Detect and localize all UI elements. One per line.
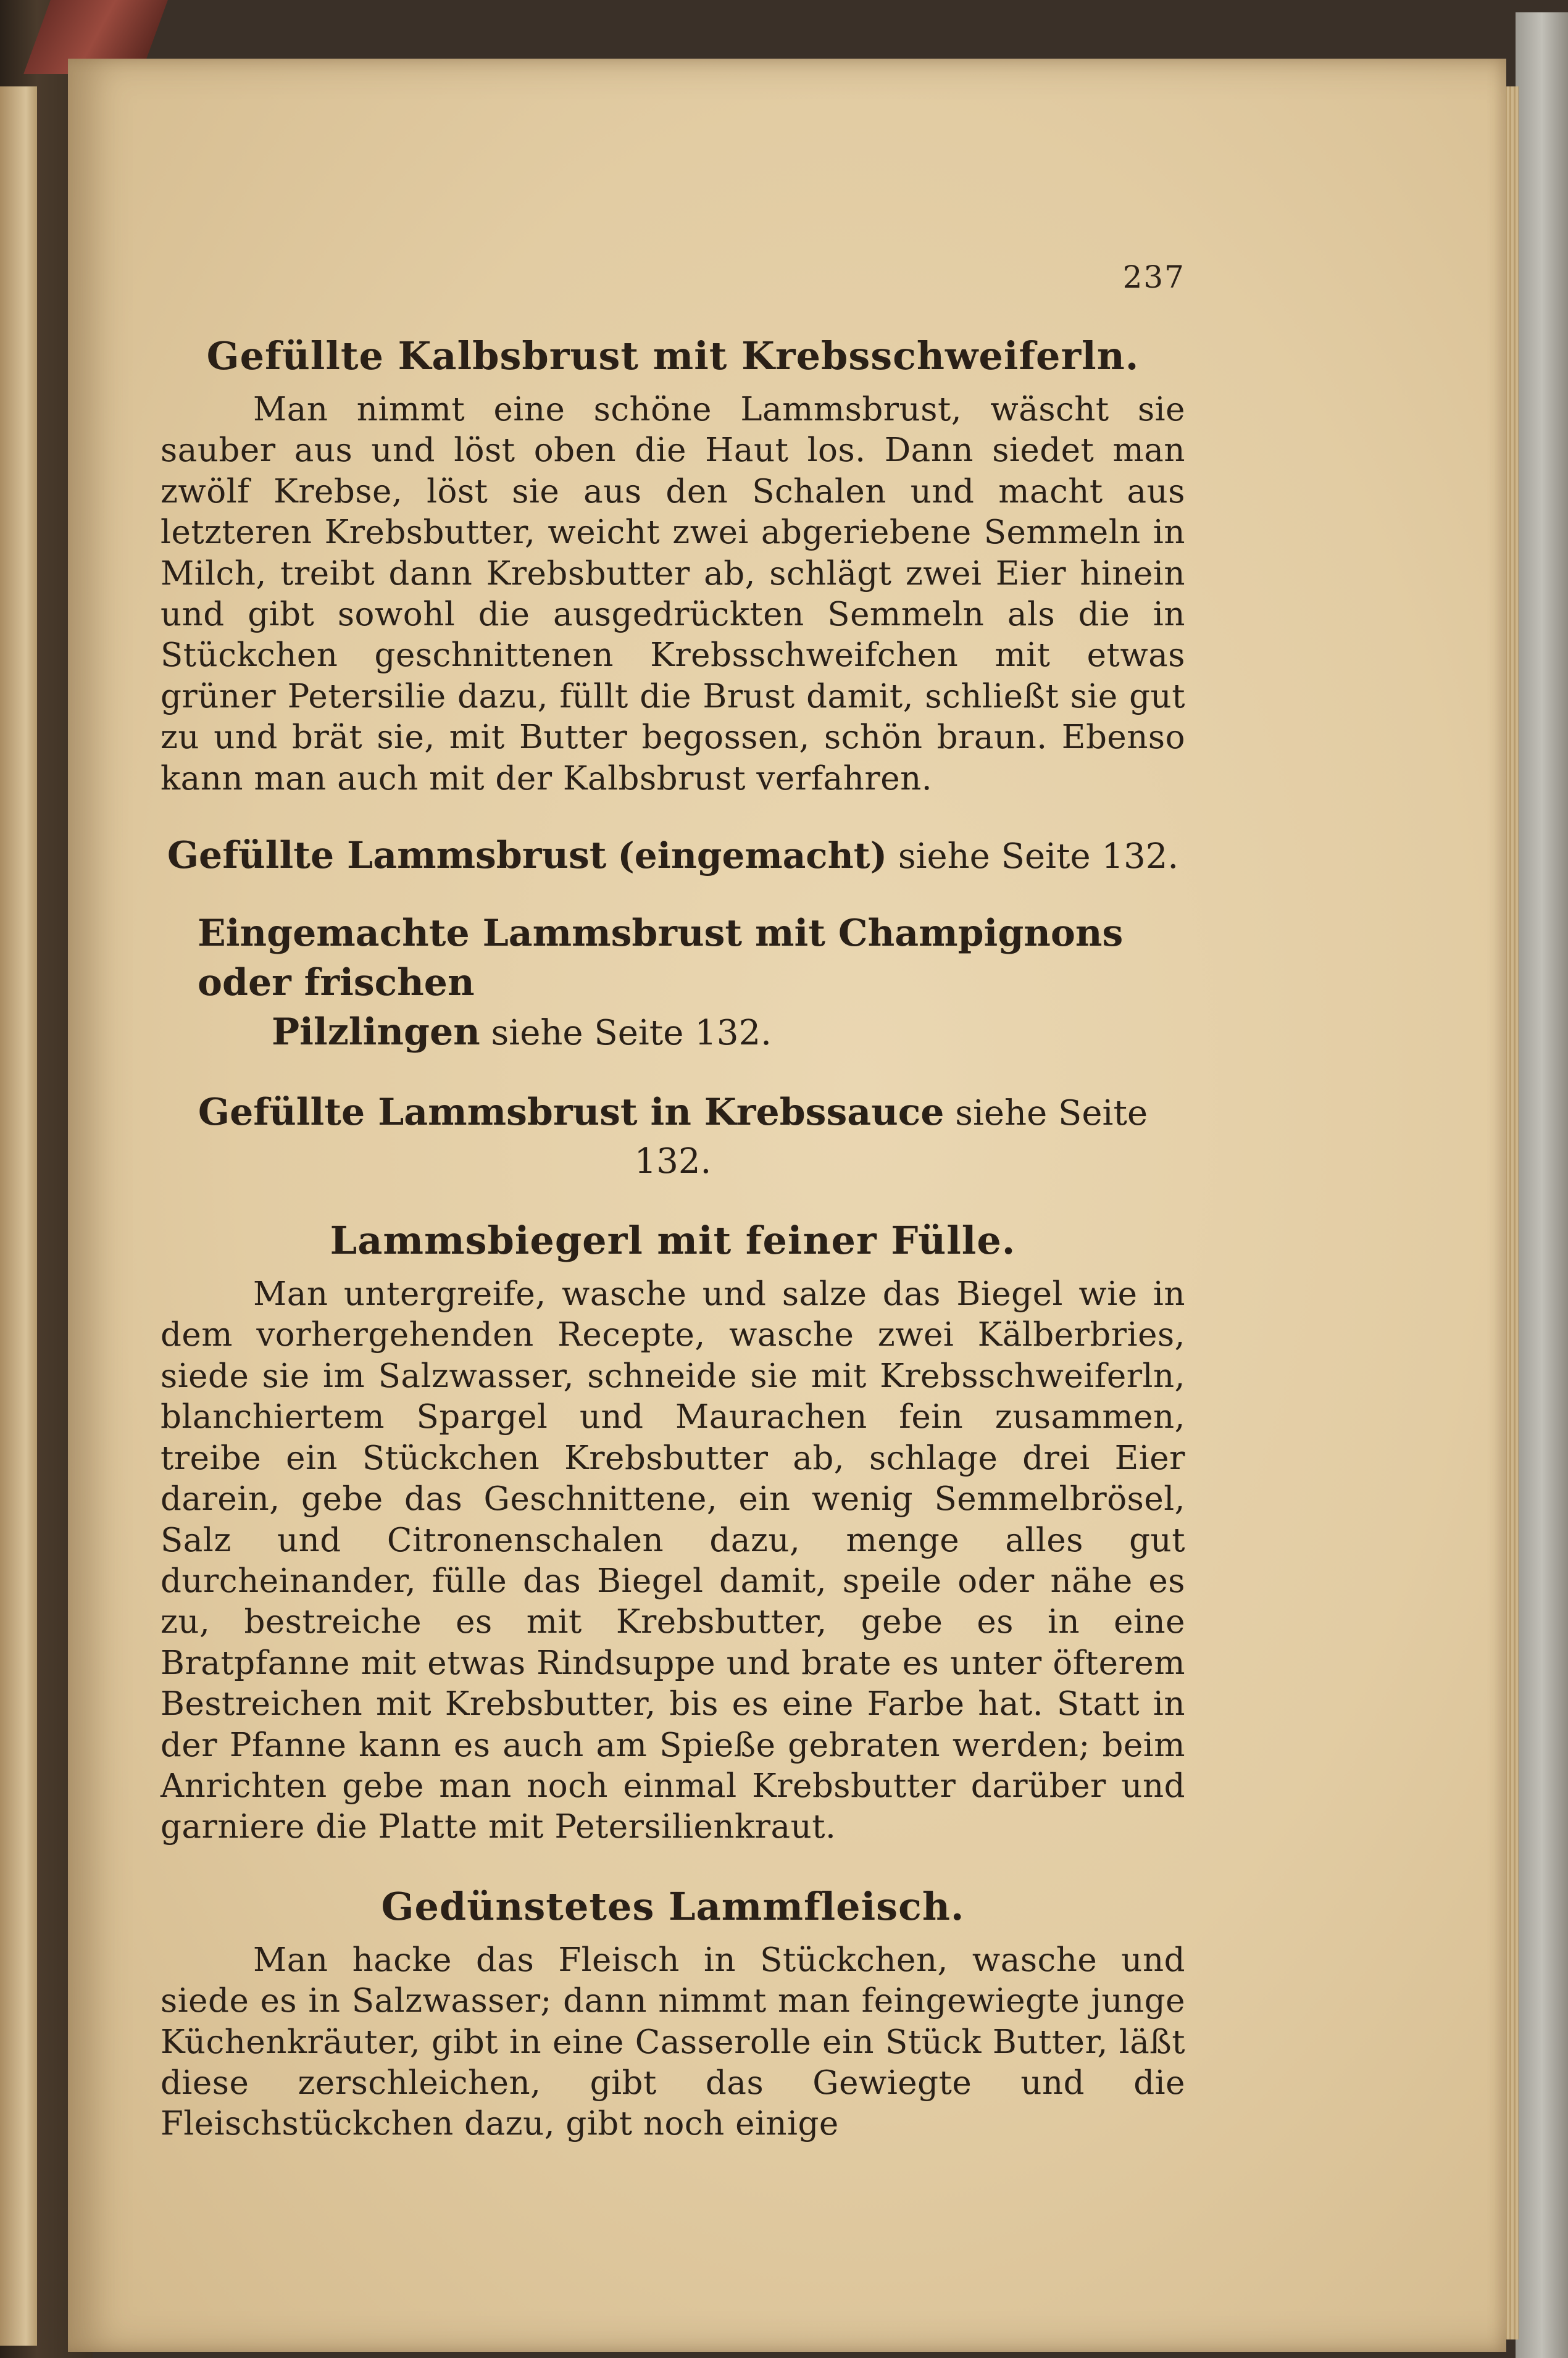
reference-title-line2: Pilzlingen	[272, 1010, 480, 1054]
reference-see: siehe Seite 132.	[634, 1093, 1148, 1182]
reference-gefuellte-lammsbrust	[161, 831, 1185, 881]
section-title-lammsbiegerl: Lammsbiegerl mit feiner Fülle.	[330, 1218, 1016, 1264]
reference-title-line1: Eingemachte Lammsbrust mit Champignons oder frischen	[198, 912, 1124, 1005]
reference-eingemachte-lammsbrust	[161, 909, 1185, 1057]
reference-title: Gefüllte Lammsbrust in Krebssauce	[198, 1091, 945, 1135]
left-page-edge	[0, 86, 37, 2346]
section-body-lammfleisch: Man hacke das Fleisch in Stückchen, wasche und siede es in Salzwasser; dann nimmt man feingewiegte junge Küchenkräuter, gibt in eine Casserolle ein Stück Butter, läßt diese zerschleichen, gibt das Gewiegte und die Fleischstückchen dazu, gibt noch einige	[161, 1941, 1185, 2143]
reference-see: siehe Seite 132.	[898, 836, 1179, 877]
section-title-lammfleisch: Gedünstetes Lammfleisch.	[381, 1883, 965, 1929]
reference-lammsbrust-krebssauce	[161, 1088, 1185, 1186]
page-text	[161, 333, 1185, 2145]
reference-see: siehe Seite 132.	[491, 1013, 772, 1054]
section-body-kalbsbrust: Man nimmt eine schöne Lammsbrust, wäscht sie sauber aus und löst oben die Haut los. Dann siedet man zwölf Krebse, löst sie aus den Schalen und macht aus letzteren Krebsbutter, weicht zwei abgeriebene Semmeln in Milch, treibt dann Krebsbutter ab, schlägt zwei Eier hinein und gibt sowohl die ausgedrückten Semmeln als die in Stückchen geschnittenen Krebsschweifchen mit etwas grüner Petersilie dazu, füllt die Brust damit, schließt sie gut zu und brät sie, mit Butter begossen, schön braun. Ebenso kann man auch mit der Kalbsbrust verfahren.	[161, 391, 1185, 798]
page-number: 237	[1122, 259, 1185, 295]
section-title-kalbsbrust: Gefüllte Kalbsbrust mit Krebsschweiferln.	[206, 333, 1140, 378]
reference-title: Gefüllte Lammsbrust	[167, 834, 607, 878]
reference-paren: (eingemacht)	[617, 835, 888, 877]
section-body-lammsbiegerl: Man untergreife, wasche und salze das Biegel wie in dem vorhergehenden Recepte, wasche zwei Kälberbries, siede sie im Salzwasser, schneide sie mit Krebsschweiferln, blanchiertem Spargel und Maurachen fein zusammen, treibe ein Stückchen Krebsbutter ab, schlage drei Eier darein, gebe das Geschnittene, ein wenig Semmelbrösel, Salz und Citronenschalen dazu, menge alles gut durcheinander, fülle das Biegel damit, speile oder nähe es zu, bestreiche es mit Krebsbutter, gebe es in eine Bratpfanne mit etwas Rindsuppe und brate es unter öfterem Bestreichen mit Krebsbutter, bis es eine Farbe hat. Statt in der Pfanne kann es auch am Spieße gebraten werden; beim Anrichten gebe man noch einmal Krebsbutter darüber und garniere die Platte mit Petersilienkraut.	[161, 1275, 1185, 1846]
book-cover-edge	[1516, 12, 1568, 2358]
